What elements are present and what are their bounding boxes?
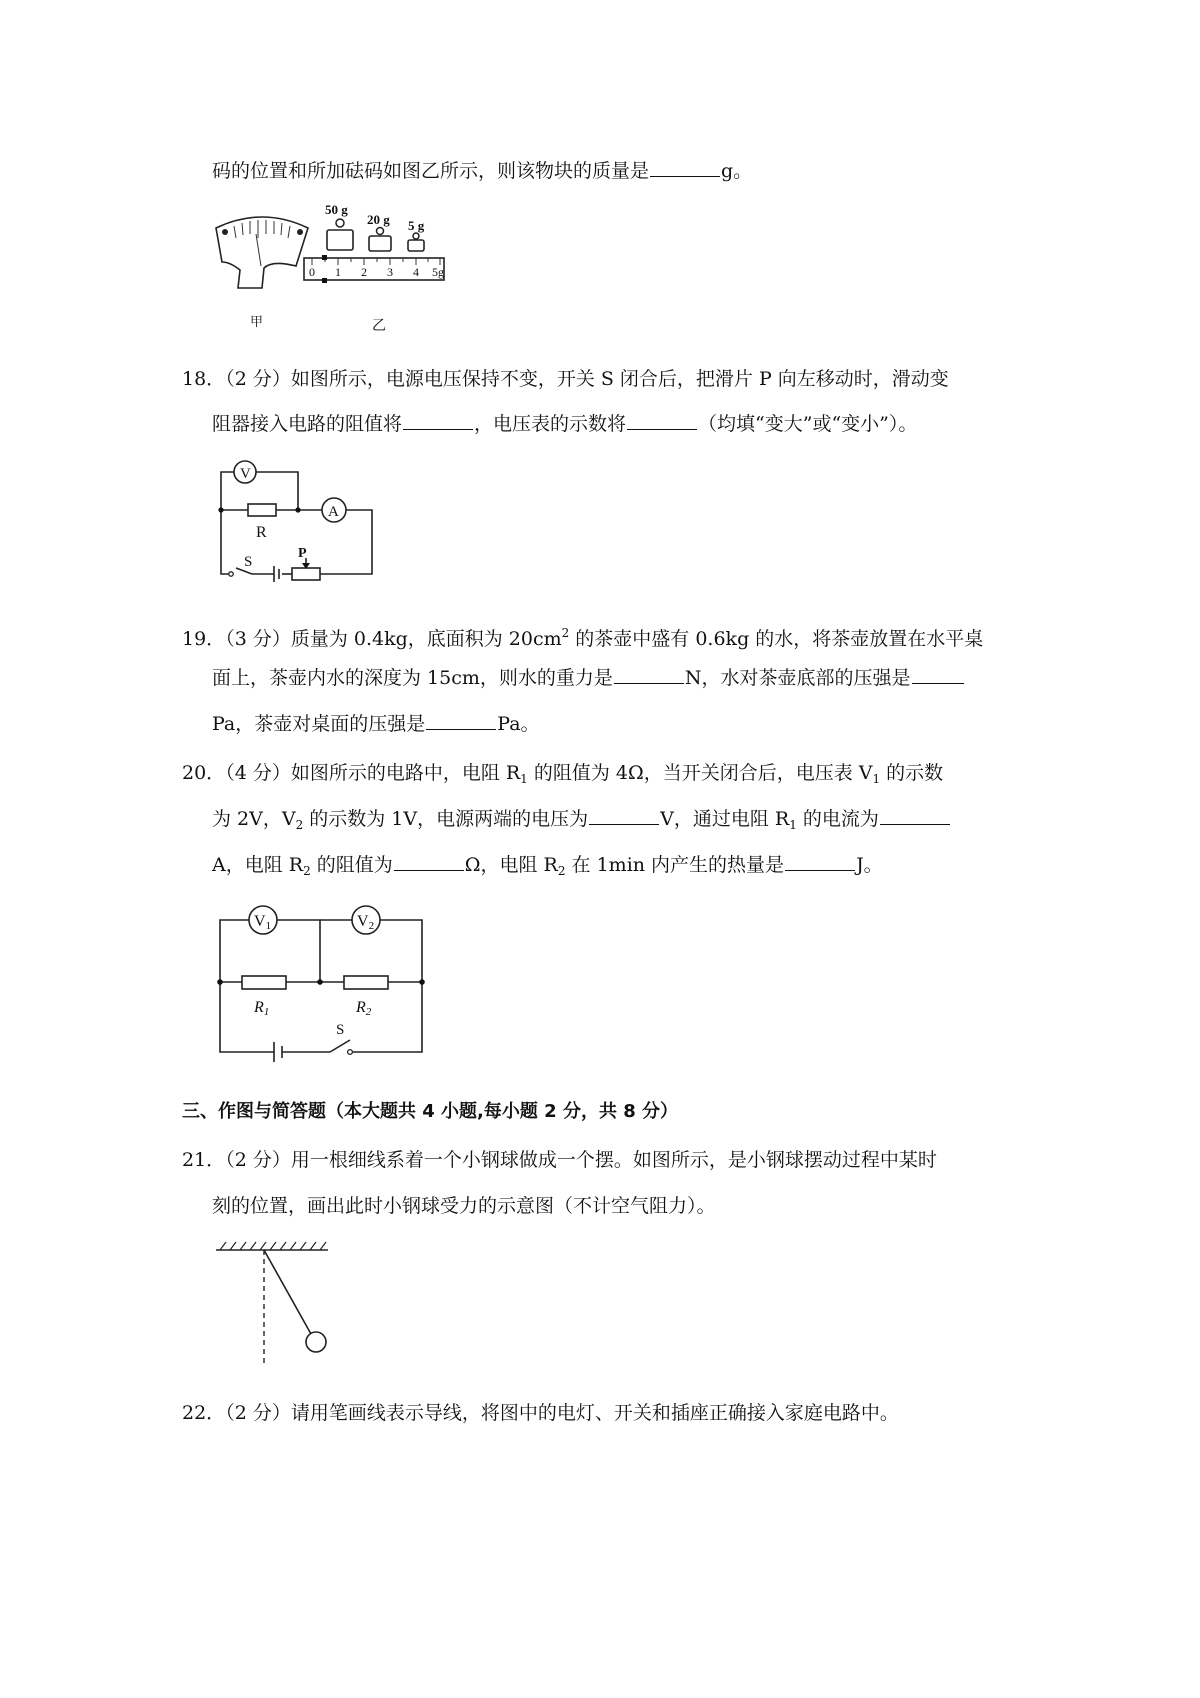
q20-text-2c: V，通过电阻 R <box>660 808 790 830</box>
q20-line-1 <box>182 760 943 792</box>
q19-text-2b: N，水对茶壶底部的压强是 <box>684 667 911 689</box>
q20-sub-6: 2 <box>557 864 566 878</box>
beam-scale-ruler <box>304 255 444 283</box>
dial-scale-figure <box>216 217 308 288</box>
resistor-r2-label: R2 <box>356 999 372 1018</box>
q17-line <box>212 158 752 184</box>
section-3-heading: 三、作图与简答题（本大题共 4 小题,每小题 2 分，共 8 分） <box>182 1101 679 1122</box>
q20-sub-1: 1 <box>520 772 528 786</box>
q21-text-1: （2 分）用一根细线系着一个小钢球做成一个摆。如图所示，是小钢球摆动过程中某时 <box>225 1149 937 1171</box>
q19-text-3a: Pa，茶壶对桌面的压强是 <box>212 713 426 735</box>
q21-text-2: 刻的位置，画出此时小钢球受力的示意图（不计空气阻力）。 <box>212 1195 716 1217</box>
q20-text-1b: 的阻值为 4Ω，当开关闭合后，电压表 V <box>527 762 873 784</box>
voltmeter-v2-label: V2 <box>357 913 375 932</box>
q18-text-2c: （均填“变大”或“变小”）。 <box>698 413 918 435</box>
q18-blank-2[interactable] <box>627 411 697 430</box>
q18-line-1 <box>182 366 949 392</box>
q20-blank-1[interactable] <box>589 806 659 825</box>
ammeter-label: A <box>328 504 339 520</box>
q20-text-3b: 的阻值为 <box>310 854 393 876</box>
q20-sub-3: 2 <box>295 818 304 832</box>
weights-figure <box>325 202 425 251</box>
voltmeter-v1-label: V1 <box>254 913 272 932</box>
switch-s-label: S <box>244 554 253 570</box>
q20-number: 20． <box>182 762 226 784</box>
q18-circuit-figure <box>212 462 392 592</box>
switch-s-label-q20: S <box>336 1022 345 1038</box>
resistor-r1-label: R1 <box>254 999 270 1018</box>
q20-text-2b: 的示数为 1V，电源两端的电压为 <box>303 808 589 830</box>
q20-blank-3[interactable] <box>394 852 464 871</box>
q19-text-3b: Pa。 <box>497 713 540 735</box>
q18-number: 18． <box>182 368 226 390</box>
q19-text-1a: （3 分）质量为 0.4kg，底面积为 20cm <box>225 628 562 650</box>
q17-text: 码的位置和所加砝码如图乙所示，则该物块的质量是 <box>212 160 650 182</box>
q17-figure <box>212 202 492 338</box>
q21-line-2 <box>212 1193 716 1219</box>
weight-5g-label: 5 g <box>408 218 425 233</box>
q21-pendulum-figure <box>212 1240 342 1370</box>
q20-line-2 <box>212 806 951 838</box>
ruler-tick-4: 4 <box>413 265 419 279</box>
voltmeter-label: V <box>240 466 251 482</box>
q20-text-2d: 的电流为 <box>796 808 879 830</box>
figure-label-yi: 乙 <box>372 319 386 334</box>
q18-line-2 <box>212 411 917 437</box>
q20-blank-2[interactable] <box>880 806 950 825</box>
figure-label-jia: 甲 <box>250 314 264 329</box>
q20-sub-2: 1 <box>872 772 881 786</box>
q20-line-3 <box>212 852 883 884</box>
q18-text-1: （2 分）如图所示，电源电压保持不变，开关 S 闭合后，把滑片 P 向左移动时，滑动变 <box>225 368 949 390</box>
weight-20g-label: 20 g <box>367 212 390 227</box>
ruler-tick-0: 0 <box>309 265 315 279</box>
q17-answer-blank[interactable] <box>650 158 720 177</box>
q20-circuit-figure <box>212 900 432 1070</box>
q19-line-2 <box>212 665 965 691</box>
q22-line-1 <box>182 1400 899 1426</box>
q20-blank-4[interactable] <box>785 852 855 871</box>
q19-text-1b: 的茶壶中盛有 0.6kg 的水，将茶壶放置在水平桌 <box>569 628 984 650</box>
weight-50g-label: 50 g <box>325 202 348 217</box>
q20-text-3e: J。 <box>856 854 883 876</box>
q20-sub-5: 2 <box>303 864 311 878</box>
q19-blank-3[interactable] <box>426 711 496 730</box>
slider-p-label: P <box>298 546 307 561</box>
q21-number: 21． <box>182 1149 226 1171</box>
q20-sub-4: 1 <box>789 818 797 832</box>
q20-text-2a: 为 2V，V <box>212 808 296 830</box>
q19-number: 19． <box>182 628 226 650</box>
q19-superscript: 2 <box>561 626 570 640</box>
ruler-tick-5g: 5g <box>432 265 444 279</box>
q22-text-1: （2 分）请用笔画线表示导线，将图中的电灯、开关和插座正确接入家庭电路中。 <box>225 1402 899 1424</box>
q20-text-1c: 的示数 <box>880 762 944 784</box>
q21-line-1 <box>182 1147 937 1173</box>
q19-blank-1[interactable] <box>614 665 684 684</box>
q18-text-2b: ，电压表的示数将 <box>474 413 627 435</box>
q20-text-1a: （4 分）如图所示的电路中，电阻 R <box>225 762 521 784</box>
q19-line-3 <box>212 711 540 737</box>
q18-text-2a: 阻器接入电路的阻值将 <box>212 413 403 435</box>
q20-text-3d: 在 1min 内产生的热量是 <box>565 854 785 876</box>
q22-number: 22． <box>182 1402 226 1424</box>
q19-line-1 <box>182 620 983 652</box>
q19-text-2a: 面上，茶壶内水的深度为 15cm，则水的重力是 <box>212 667 613 689</box>
q17-text-end: g。 <box>721 160 753 182</box>
resistor-r-label: R <box>256 524 267 541</box>
ruler-tick-1: 1 <box>335 265 341 279</box>
q20-text-3a: A，电阻 R <box>212 854 304 876</box>
q20-text-3c: Ω，电阻 R <box>464 854 558 876</box>
q18-blank-1[interactable] <box>403 411 473 430</box>
ruler-tick-2: 2 <box>361 265 367 279</box>
ruler-tick-3: 3 <box>387 265 393 279</box>
q19-blank-2[interactable] <box>912 665 964 684</box>
